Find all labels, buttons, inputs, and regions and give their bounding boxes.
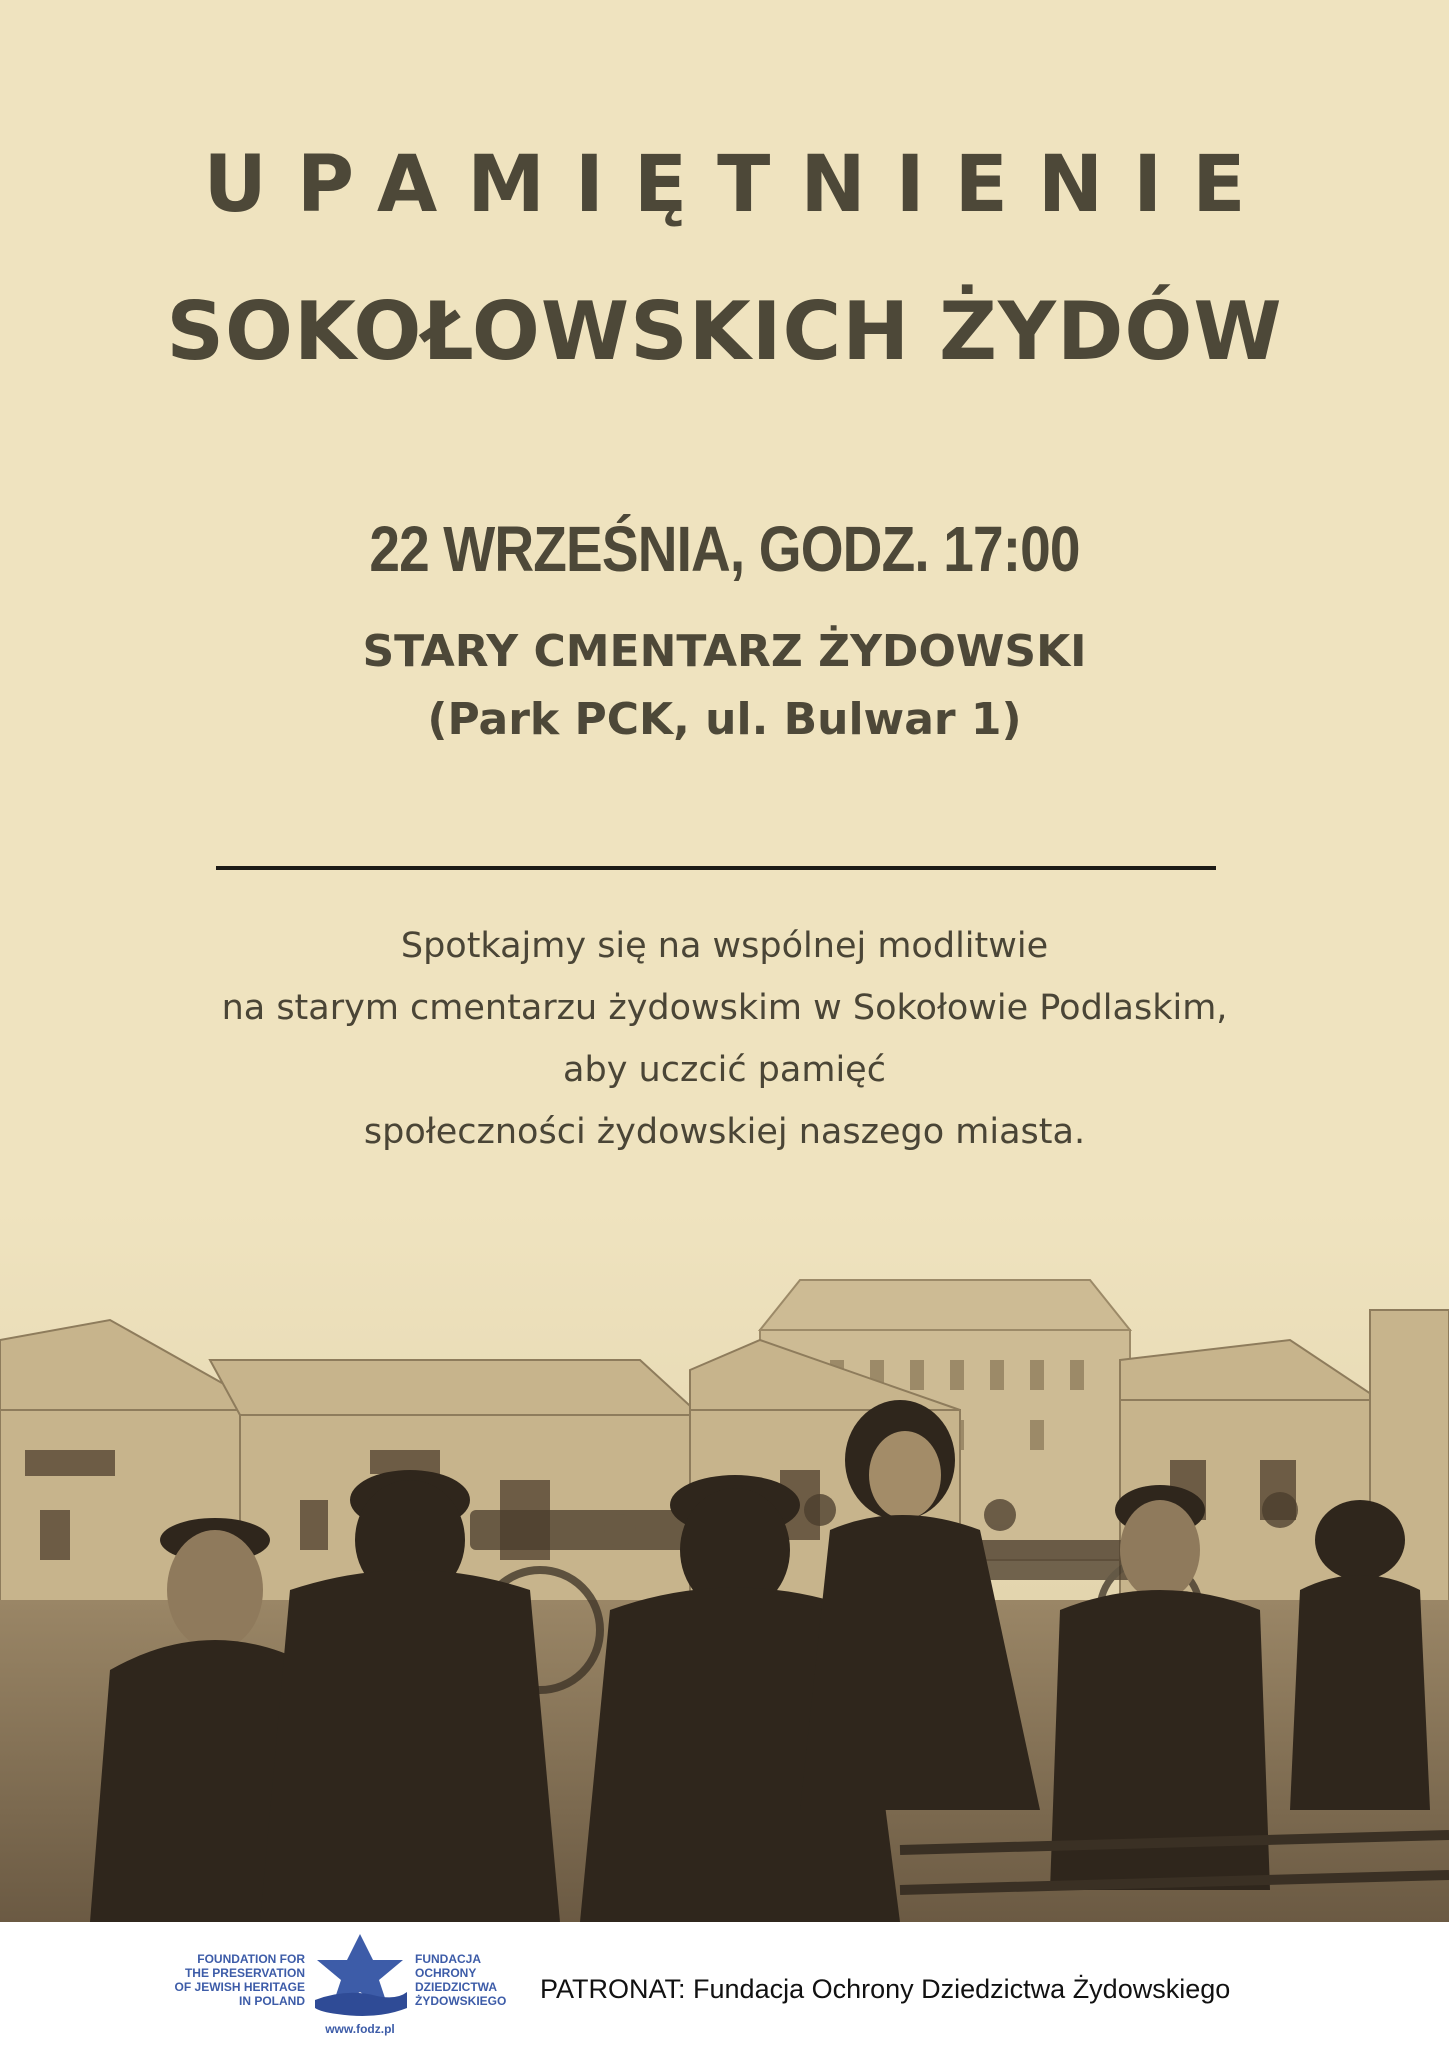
logo-line: IN POLAND	[239, 1994, 305, 2008]
patronat-name: Fundacja Ochrony Dziedzictwa Żydowskiego	[693, 1974, 1231, 2004]
divider-line	[216, 866, 1216, 870]
logo-line: ŻYDOWSKIEGO	[415, 1994, 507, 2008]
logo-url[interactable]: www.fodz.pl	[325, 2022, 395, 2036]
logo-line: FOUNDATION FOR	[197, 1952, 305, 1966]
logo-text-en	[170, 1952, 305, 2008]
patronat-label: PATRONAT:	[540, 1974, 686, 2004]
logo-line: FUNDACJA	[415, 1952, 481, 1966]
invitation-text	[0, 915, 1449, 1163]
event-place: STARY CMENTARZ ŻYDOWSKI	[362, 626, 1087, 677]
event-address: (Park PCK, ul. Bulwar 1)	[427, 694, 1022, 745]
patronat-text	[540, 1974, 1230, 2005]
logo-line: OF JEWISH HERITAGE	[174, 1980, 305, 1994]
footer	[0, 1922, 1449, 2048]
logo-line: OCHRONY	[415, 1966, 477, 1980]
invitation-line: Spotkajmy się na wspólnej modlitwie	[400, 926, 1049, 966]
title-line-2: SOKOŁOWSKICH ŻYDÓW	[166, 285, 1283, 378]
logo-line: THE PRESERVATION	[184, 1966, 305, 1980]
logo-text-pl	[415, 1952, 525, 2008]
historic-market-photo	[0, 1210, 1449, 1922]
invitation-line: aby uczcić pamięć	[563, 1050, 886, 1090]
logo-line: DZIEDZICTWA	[415, 1980, 497, 1994]
fodz-star-hand-icon	[307, 1930, 413, 2030]
invitation-line: na starym cmentarzu żydowskim w Sokołowie Podlaskim,	[221, 988, 1228, 1028]
event-date-time: 22 WRZEŚNIA, GODZ. 17:00	[369, 513, 1080, 585]
invitation-line: społeczności żydowskiej naszego miasta.	[363, 1112, 1086, 1152]
title-line-1: UPAMIĘTNIENIE	[203, 140, 1276, 230]
